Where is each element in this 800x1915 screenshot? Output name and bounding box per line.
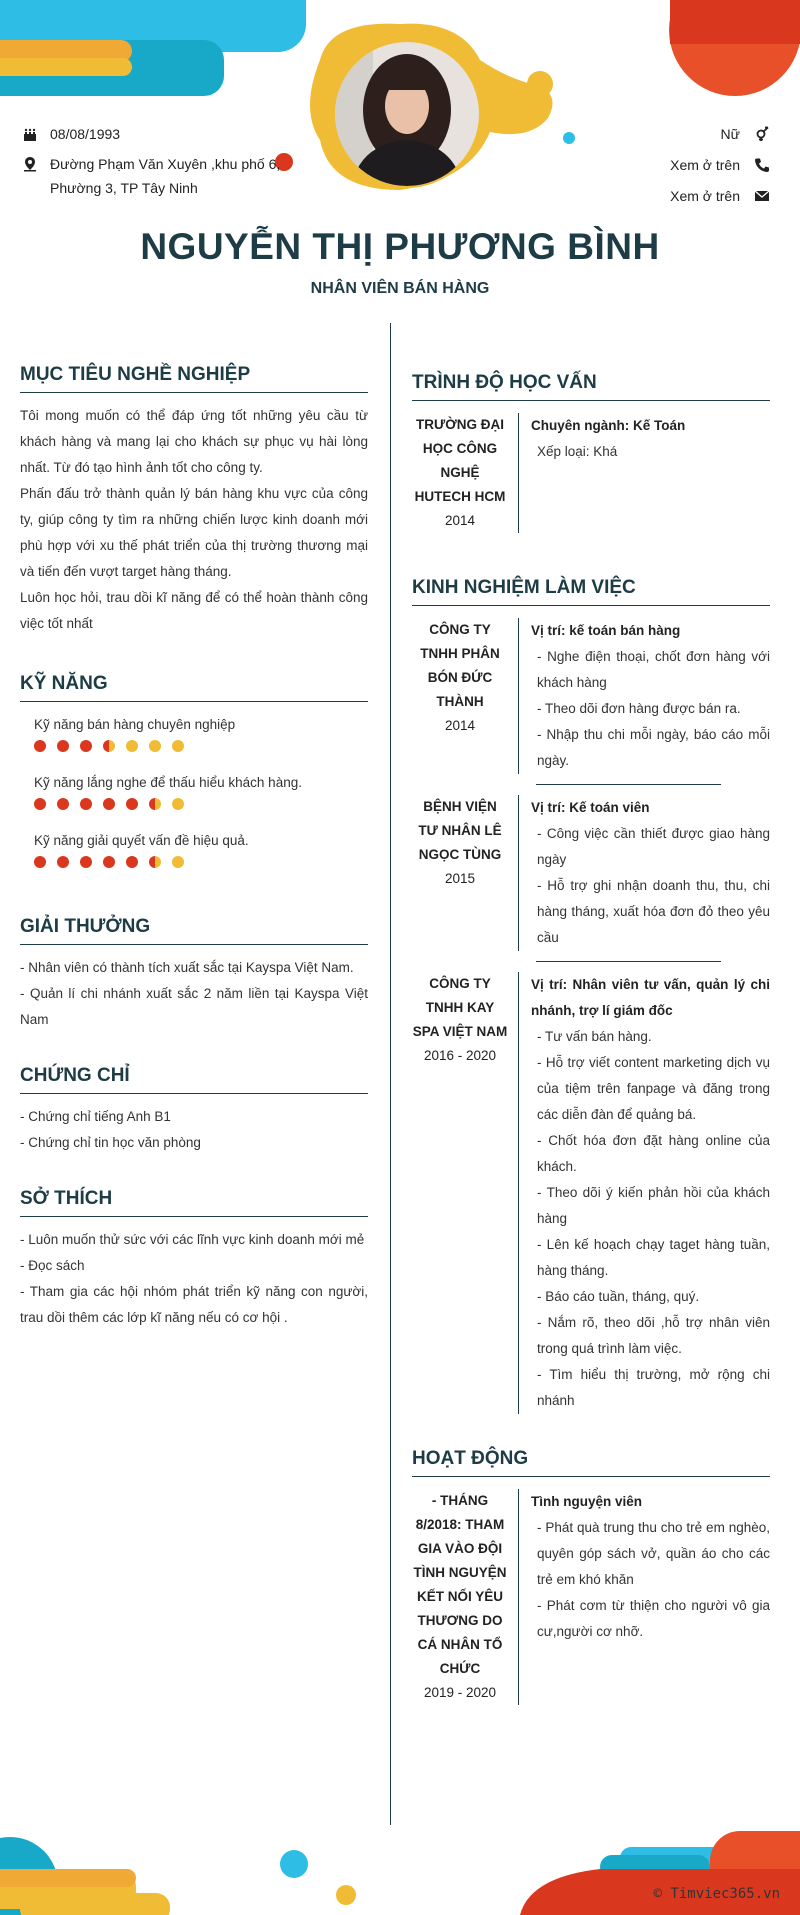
rating-dot [172,740,184,752]
rating-dot [103,740,115,752]
education-section [412,372,770,533]
experience-line: - Hỗ trợ ghi nhận doanh thu, thu, chi hàng tháng, xuất hóa đơn đỏ theo yêu cầu [537,878,770,945]
experience-entry [412,972,770,1414]
rating-dot [172,856,184,868]
profile-photo [333,40,481,188]
birthday-row [22,122,120,146]
location-icon [22,156,38,172]
experience-line: - Tìm hiểu thị trường, mở rộng chi nhánh [537,1367,770,1408]
objective-paragraph: Phấn đấu trở thành quản lý bán hàng khu vực của công ty, giúp công ty tìm ra những chiến lược kinh doanh mới phù hợp với xu thế phát triển của thị trường thương mại và tiến đến vượt target hàng tháng. [20,486,368,579]
rating-dot [80,856,92,868]
mail-icon [754,188,770,204]
section-title: KỸ NĂNG [20,673,368,702]
rating-dot [57,798,69,810]
certificate-item: - Chứng chỉ tiếng Anh B1 [20,1109,171,1124]
education-major: Chuyên ngành: Kế Toán [531,418,686,433]
rating-dot [57,856,69,868]
rating-dot [34,740,46,752]
section-title: GIẢI THƯỞNG [20,916,368,945]
award-item: - Quản lí chi nhánh xuất sắc 2 năm liền tại Kayspa Việt Nam [20,986,368,1027]
section-title: CHỨNG CHỈ [20,1065,368,1094]
activity-org: - THÁNG 8/2018: THAM GIA VÀO ĐỘI TÌNH NGUYỆN KẾT NỐI YÊU THƯƠNG DO CÁ NHÂN TỔ CHỨC [413,1493,507,1676]
skill-name: Kỹ năng bán hàng chuyên nghiệp [34,717,236,732]
objective-section [20,364,368,637]
rating-dot [80,740,92,752]
experience-org: BỆNH VIỆN TƯ NHÂN LÊ NGỌC TÙNG [418,799,502,862]
skill-item [34,770,368,810]
hobby-item: - Tham gia các hội nhóm phát triển kỹ năng con người, trau dồi thêm các lớp kĩ năng nếu có cơ hội . [20,1284,368,1325]
left-column [20,364,368,1331]
education-year: 2014 [444,513,476,528]
gender-text: Nữ [720,126,740,142]
experience-section [412,577,770,1414]
cake-icon [22,126,38,142]
experience-position: Vị trí: kế toán bán hàng [531,623,681,638]
experience-entry [412,618,770,774]
entry-line [518,795,519,951]
skill-item [34,712,368,752]
activity-role: Tình nguyện viên [531,1494,643,1509]
email-row [670,184,770,208]
section-title: SỞ THÍCH [20,1188,368,1217]
rating-dot [149,856,161,868]
hobby-item: - Luôn muốn thử sức với các lĩnh vực kinh doanh mới mẻ [20,1232,365,1247]
rating-dot [172,798,184,810]
awards-section [20,916,368,1033]
activity-line: - Phát quà trung thu cho trẻ em nghèo, quyên góp sách vở, quần áo cho các trẻ em khó khăn [537,1520,770,1587]
entry-separator [536,961,721,962]
experience-line: - Hỗ trợ viết content marketing dịch vụ của tiệm trên fanpage và đăng trong các diễn đàn để quảng bá. [537,1055,770,1122]
gender-icon [754,126,770,142]
experience-line: - Nhập thu chi mỗi ngày, báo cáo mỗi ngày. [537,727,770,768]
rating-dot [103,856,115,868]
rating-dot [149,740,161,752]
rating-dot [126,856,138,868]
phone-row [670,153,770,177]
experience-entry [412,795,770,951]
experience-year: 2014 [444,718,476,733]
activity-line: - Phát cơm từ thiện cho người vô gia cư,người cơ nhỡ. [537,1598,770,1639]
hobbies-section [20,1188,368,1331]
experience-position: Vị trí: Nhân viên tư vấn, quản lý chi nhánh, trợ lí giám đốc [531,977,770,1018]
activity-entry [412,1489,770,1705]
experience-org: CÔNG TY TNHH KAY SPA VIỆT NAM [412,976,508,1039]
entry-line [518,972,519,1414]
skill-rating [34,798,368,810]
skill-name: Kỹ năng giải quyết vấn đề hiệu quả. [34,833,249,848]
phone-icon [754,157,770,173]
section-title: MỤC TIÊU NGHỀ NGHIỆP [20,364,368,393]
rating-dot [149,798,161,810]
experience-org: CÔNG TY TNHH PHÂN BÓN ĐỨC THÀNH [420,622,500,709]
rating-dot [126,798,138,810]
address-line-1: Đường Phạm Văn Xuyên ,khu phố 6, [50,156,281,172]
skill-rating [34,740,368,752]
entry-separator [536,784,721,785]
skills-section [20,673,368,868]
objective-paragraph: Tôi mong muốn có thể đáp ứng tốt những yêu cầu từ khách hàng và mang lại cho khách sự phục vụ hài lòng nhất. Từ đó tạo hình ảnh tốt cho công ty. [20,408,368,475]
experience-line: - Tư vấn bán hàng. [537,1029,652,1044]
entry-line [518,1489,519,1705]
skill-rating [34,856,368,868]
experience-year: 2016 - 2020 [423,1048,497,1063]
rating-dot [80,798,92,810]
certificate-item: - Chứng chỉ tin học văn phòng [20,1135,201,1150]
skill-name: Kỹ năng lắng nghe để thấu hiểu khách hàng. [34,775,302,790]
email-text: Xem ở trên [670,188,740,204]
experience-position: Vị trí: Kế toán viên [531,800,650,815]
education-entry [412,413,770,533]
entry-line [518,413,519,533]
activity-year: 2019 - 2020 [423,1685,497,1700]
address-line-2: Phường 3, TP Tây Ninh [50,180,198,196]
address-row [22,152,280,200]
right-column [412,372,770,1705]
education-grade: Xếp loại: Khá [537,444,618,459]
rating-dot [57,740,69,752]
experience-line: - Nghe điện thoại, chốt đơn hàng với khách hàng [537,649,770,690]
rating-dot [34,856,46,868]
rating-dot [34,798,46,810]
section-title: KINH NGHIỆM LÀM VIỆC [412,577,770,606]
objective-paragraph: Luôn học hỏi, trau dồi kĩ năng để có thể hoàn thành công việc tốt nhất [20,590,368,631]
activities-section [412,1448,770,1705]
school-name: TRƯỜNG ĐẠI HỌC CÔNG NGHỆ HUTECH HCM [414,417,506,504]
experience-line: - Theo dõi đơn hàng được bán ra. [537,701,741,716]
column-divider [390,323,391,1825]
experience-line: - Lên kế hoạch chạy taget hàng tuần, hàng tháng. [537,1237,770,1278]
certificates-section [20,1065,368,1156]
experience-line: - Chốt hóa đơn đặt hàng online của khách. [537,1133,770,1174]
experience-line: - Báo cáo tuần, tháng, quý. [537,1289,700,1304]
job-title: NHÂN VIÊN BÁN HÀNG [310,280,490,297]
experience-line: - Công việc cần thiết được giao hàng ngày [537,826,770,867]
hobby-item: - Đọc sách [20,1258,85,1273]
experience-line: - Theo dõi ý kiến phản hồi của khách hàng [537,1185,770,1226]
phone-text: Xem ở trên [670,157,740,173]
watermark-text: © Timviec365.vn [653,1886,780,1902]
rating-dot [126,740,138,752]
section-title: TRÌNH ĐỘ HỌC VẤN [412,372,770,401]
rating-dot [103,798,115,810]
candidate-name: NGUYỄN THỊ PHƯƠNG BÌNH [140,226,660,267]
gender-row [721,122,770,146]
skill-item [34,828,368,868]
experience-year: 2015 [444,871,476,886]
experience-line: - Nắm rõ, theo dõi ,hỗ trợ nhân viên trong quá trình làm việc. [537,1315,770,1356]
section-title: HOẠT ĐỘNG [412,1448,770,1477]
birthday-text: 08/08/1993 [50,126,121,142]
entry-line [518,618,519,774]
award-item: - Nhân viên có thành tích xuất sắc tại Kayspa Việt Nam. [20,960,354,975]
